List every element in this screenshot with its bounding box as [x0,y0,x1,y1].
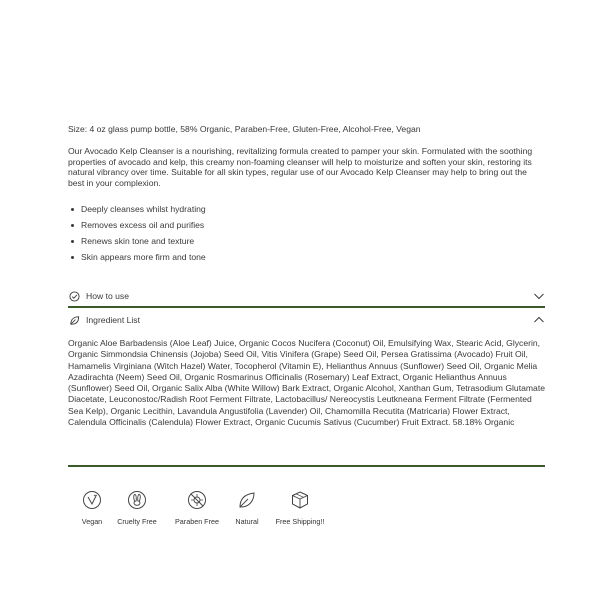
product-description: Our Avocado Kelp Cleanser is a nourishing, revitalizing formula created to pamper your skin. Formulated with the soothing properties of avocado and kelp, this creamy non-foaming cleanser will help to moisturize and soften your skin, restoring its natural vibrancy over time. Suitable for all skin types, regular use of our Avocado Kelp Cleanser may help to bring out the best in your complexion. [68,146,533,188]
ingredient-list-toggle[interactable] [68,310,545,330]
badge-natural [232,490,262,526]
badge-label: Cruelty Free [117,517,157,526]
badge-paraben-free [171,490,223,526]
how-to-use-toggle[interactable] [68,286,545,306]
box-icon [290,490,310,510]
divider [68,306,545,308]
how-to-use-label: How to use [86,291,129,301]
badge-label: Paraben Free [175,517,219,526]
bunny-icon [127,490,147,510]
paraben-free-icon [187,490,207,510]
vegan-icon [82,490,102,510]
badge-free-shipping [269,490,331,526]
badge-label: Vegan [81,517,103,526]
leaf-icon [237,490,257,510]
chevron-up-icon[interactable] [533,314,545,326]
badge-vegan [80,490,104,526]
product-size-line: Size: 4 oz glass pump bottle, 58% Organic, Paraben-Free, Gluten-Free, Alcohol-Free, Vegan [68,124,421,134]
list-item: Deeply cleanses whilst hydrating [68,201,206,217]
list-item: Renews skin tone and texture [68,233,206,249]
badge-label: Free Shipping!! [275,517,325,526]
chevron-down-icon[interactable] [533,290,545,302]
list-item: Skin appears more firm and tone [68,249,206,265]
list-item: Removes excess oil and purifies [68,217,206,233]
badge-label: Natural [235,517,259,526]
leaf-icon [68,314,80,326]
ingredient-list-label: Ingredient List [86,315,140,325]
badge-cruelty-free [113,490,161,526]
benefit-list [68,201,206,265]
check-circle-icon [68,290,80,302]
divider [68,465,545,467]
ingredient-list-text: Organic Aloe Barbadensis (Aloe Leaf) Juice, Organic Cocos Nucifera (Coconut) Oil, Emulsifying Wax, Stearic Acid, Glycerin, Organic Simmondsia Chinensis (Jojoba) Seed Oil, Vitis Vinifera (Grape) Seed Oil, Persea Gratissima (Avocado) Fruit Oil, Hamamelis Virginiana (Witch Hazel) Water, Tocopherol (Vitamin E), Helianthus Annuus (Sunflower) Seed Oil, Organic Melia Azadirachta (Neem) Seed Oil, Organic Rosmarinus Officinalis (Rosemary) Leaf Extract, Organic Helianthus Annuus (Sunflower) Seed Oil, Organic Salix Alba (White Willow) Bark Extract, Organic Alcohol, Xanthan Gum, Tetrasodium Glutamate Diacetate, Leuconostoc/Radish Root Ferment Filtrate, Lactobacillus/ Nereocystis Leutkneana Ferment Filtrate (Fermented Sea Kelp), Organic Lecithin, Lavandula Angustifolia (Lavender) Oil, Chamomilla Recutita (Matricaria) Flower Extract, Calendula Officinalis (Calendula) Flower Extract, Organic Cucumis Sativus (Cucumber) Fruit Extract. 58.18% Organic [68,338,545,428]
